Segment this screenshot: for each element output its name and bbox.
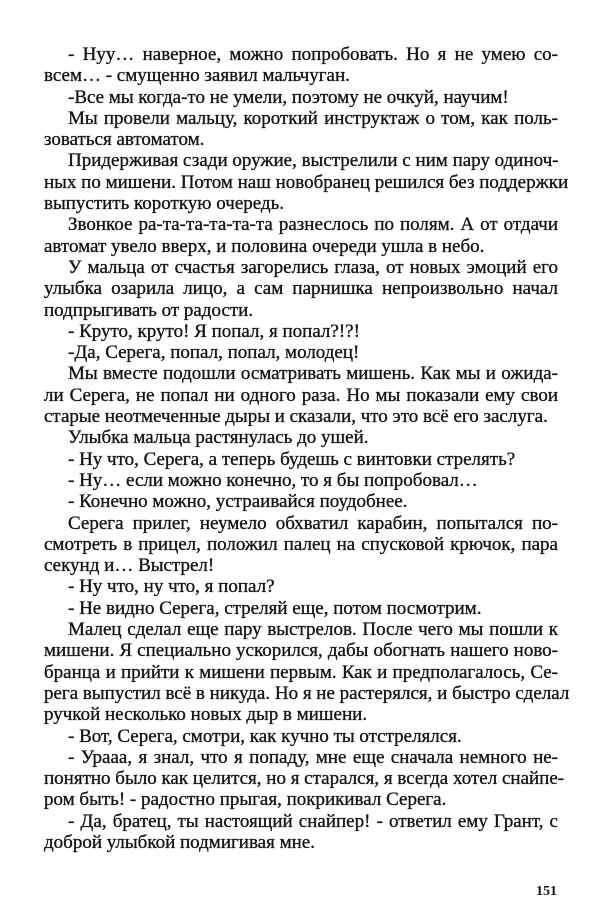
text-line: Звонкое ра-та-та-та-та-та разнеслось по полям. А от отдачи (68, 214, 558, 236)
text-line: ных по мишени. Потом наш новобранец решился без поддержки (44, 171, 569, 193)
text-line: выпустить короткую очередь. (44, 193, 285, 215)
text-line: У мальца от счастья загорелись глаза, от новых эмоций его (68, 256, 558, 278)
text-line: -Все мы когда-то не умели, поэтому не очкуй, научим! (68, 86, 509, 108)
page-number: 151 (536, 884, 557, 899)
text-line: - Вот, Серега, смотри, как кучно ты отстрелялся. (68, 725, 462, 747)
text-line: -Да, Серега, попал, попал, молодец! (68, 342, 360, 364)
text-line: Малец сделал еще пару выстрелов. После чего мы пошли к (68, 619, 558, 641)
text-line: рега выпустил всё в никуда. Но я не растерялся, и быстро сделал (44, 682, 570, 704)
text-line: улыбка озарила лицо, а сам парнишка непроизвольно начал (44, 278, 558, 300)
text-line: зоваться автоматом. (44, 129, 205, 151)
text-line: - Ну что, Серега, а теперь будешь с винтовки стрелять? (68, 448, 516, 470)
text-line: - Ну… если можно конечно, то я бы попробовал… (68, 469, 478, 491)
text-line: Мы провели мальцу, короткий инструктаж о том, как поль- (68, 107, 558, 129)
text-line: понятно было как целится, но я старался, я всегда хотел снайпе- (44, 768, 565, 790)
text-line: - Ну что, ну что, я попал? (68, 576, 275, 598)
text-line: Серега прилег, неумело обхватил карабин, попытался по- (68, 512, 558, 534)
text-line: секунд и… Выстрел! (44, 555, 215, 577)
text-line: ручкой несколько новых дыр в мишени. (44, 704, 368, 726)
body-text (44, 44, 570, 853)
text-line: - Конечно можно, устраивайся поудобнее. (68, 491, 408, 513)
text-line: подпрыгивать от радости. (44, 299, 254, 321)
text-line: - Да, братец, ты настоящий снайпер! - ответил ему Грант, с (68, 810, 558, 832)
text-line: доброй улыбкой подмигивая мне. (44, 831, 315, 853)
text-line: смотреть в прицел, положил палец на спусковой крючок, пара (44, 533, 558, 555)
text-line: Улыбка мальца растянулась до ушей. (68, 427, 369, 449)
text-line: автомат увело вверх, и половина очереди ушла в небо. (44, 235, 485, 257)
text-line: - Нуу… наверное, можно попробовать. Но я не умею со- (68, 44, 558, 65)
text-line: Придерживая сзади оружие, выстрелили с ним пару одиноч- (68, 150, 559, 172)
text-line: Мы вместе подошли осматривать мишень. Как мы и ожида- (68, 363, 558, 385)
text-line: - Не видно Серега, стреляй еще, потом посмотрим. (68, 597, 482, 619)
text-line: бранца и прийти к мишени первым. Как и предполагалось, Се- (44, 661, 558, 683)
text-line: всем… - смущенно заявил мальчуган. (44, 65, 350, 87)
text-line: - Круто, круто! Я попал, я попал?!?! (68, 320, 360, 342)
text-line: - Урааа, я знал, что я попаду, мне еще сначала немного не- (68, 746, 558, 768)
text-line: старые неотмеченные дыры и сказали, что это всё его заслуга. (44, 406, 548, 428)
text-line: мишени. Я специально ускорился, дабы обогнать нашего ново- (44, 640, 558, 662)
text-line: ром быть! - радостно прыгая, покрикивал Серега. (44, 789, 447, 811)
text-line: ли Серега, не попал ни одного раза. Но мы показали ему свои (44, 384, 558, 406)
